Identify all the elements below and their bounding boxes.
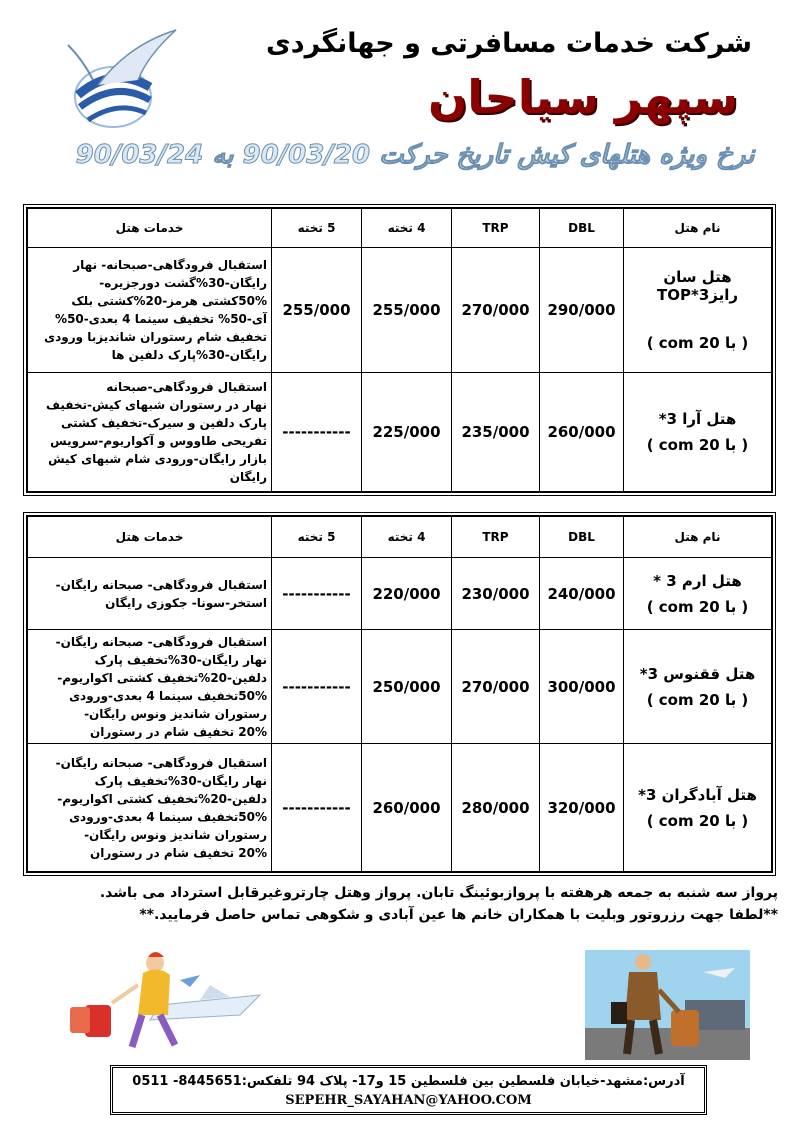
- header-five: 5 تخته: [272, 517, 362, 558]
- brand-name: سپهر سیاحان: [428, 70, 738, 124]
- service-line: رایگان-30%گشت دورجزیره-: [99, 276, 267, 290]
- service-line: 20% تخفیف شام در رستوران: [90, 724, 267, 739]
- hotel-cell: [624, 248, 772, 373]
- header-dbl: DBL: [540, 517, 624, 558]
- price-five: 255/000: [272, 248, 362, 373]
- table-row: [28, 248, 772, 373]
- hotel-name: هتل آبادگران 3*: [638, 785, 757, 804]
- hotel-name: هتل ققنوس 3*: [639, 664, 756, 683]
- table-header-row: [28, 517, 772, 558]
- service-line: استقبال فرودگاهی- صبحانه رایگان-: [55, 634, 267, 649]
- price-dbl: 260/000: [540, 373, 624, 492]
- header-four: 4 تخته: [362, 209, 452, 248]
- price-trp: 280/000: [452, 744, 540, 872]
- service-line: استخر-سونا- جکوزی رایگان: [105, 595, 267, 610]
- hotel-cell: [624, 558, 772, 630]
- hotel-commission: ( با com 20 ): [646, 436, 749, 454]
- header-hotel: نام هتل: [624, 517, 772, 558]
- header-hotel: نام هتل: [624, 209, 772, 248]
- header-four: 4 تخته: [362, 517, 452, 558]
- price-five: -----------: [272, 558, 362, 630]
- service-line: استقبال فرودگاهی-صبحانه: [106, 380, 267, 394]
- price-trp: 270/000: [452, 630, 540, 744]
- service-line: پارک دلفین و سیرک-تخفیف کشتی: [60, 416, 267, 430]
- price-four: 255/000: [362, 248, 452, 373]
- price-dbl: 300/000: [540, 630, 624, 744]
- service-line: 50%تخفیف سینما 4 بعدی-ورودی: [69, 809, 267, 824]
- price-banner: نرخ ویژه هتلهای کیش تاریخ حرکت 90/03/20 به 90/03/24: [75, 140, 755, 170]
- contact-box: [110, 1065, 707, 1115]
- service-line: استقبال فرودگاهی-صبحانه- نهار: [73, 258, 267, 272]
- service-line: بازار رایگان-ورودی شام شبهای کیش: [48, 452, 267, 466]
- table-header-row: [28, 209, 772, 248]
- hotel-cell: [624, 744, 772, 872]
- hotel-cell: [624, 373, 772, 492]
- header-five: 5 تخته: [272, 209, 362, 248]
- price-four: 260/000: [362, 744, 452, 872]
- service-line: استقبال فرودگاهی- صبحانه رایگان-: [55, 577, 267, 592]
- service-line: تفریحی طاووس و آکواریوم-سرویس: [50, 434, 267, 448]
- hotel-commission: ( با com 20 ): [646, 811, 749, 830]
- price-five: -----------: [272, 373, 362, 492]
- services-cell: [28, 248, 272, 373]
- service-line: دلفین-20%تخفیف کشتی اکواریوم-: [57, 670, 267, 685]
- services-cell: [28, 373, 272, 492]
- service-line: آی-50% تخفیف سینما 4 بعدی-50%: [55, 312, 267, 326]
- footnote-reservation: **لطفا جهت رزروتور وبلیت با همکاران خانم ها عین آبادی و شکوهی تماس حاصل فرمایید.**: [139, 907, 778, 923]
- service-line: نهار رایگان-30%تخفیف پارک: [94, 773, 267, 788]
- price-five: -----------: [272, 744, 362, 872]
- traveler-man-clipart: [585, 950, 750, 1060]
- service-line: 50%کشتی هرمز-20%کشتی بلک: [71, 294, 267, 308]
- header-services: خدمات هتل: [28, 517, 272, 558]
- hotel-cell: [624, 630, 772, 744]
- service-line: رستوران شاندیز ونوس رایگان-: [84, 706, 267, 721]
- header-dbl: DBL: [540, 209, 624, 248]
- price-four: 250/000: [362, 630, 452, 744]
- service-line: رایگان-30%پارک دلفین ها: [111, 348, 267, 362]
- table-row: [28, 744, 772, 872]
- service-line: نهار در رستوران شبهای کیش-تخفیف: [46, 398, 267, 412]
- contact-address: آدرس:مشهد-خیابان فلسطین بین فلسطین 15 و17- پلاک 94 تلفکس:8445651- 0511: [132, 1074, 685, 1089]
- hotel-name: هتل آرا 3*: [658, 410, 737, 428]
- footnotes: [18, 882, 778, 926]
- price-four: 220/000: [362, 558, 452, 630]
- hotel-commission: ( با com 20 ): [646, 690, 749, 709]
- hotel-commission: ( با com 20 ): [646, 334, 749, 352]
- service-line: رستوران شاندیز ونوس رایگان-: [84, 827, 267, 842]
- header-trp: TRP: [452, 209, 540, 248]
- price-dbl: 320/000: [540, 744, 624, 872]
- price-trp: 235/000: [452, 373, 540, 492]
- hotel-name: هتل ارم 3 *: [653, 571, 742, 590]
- table-row: [28, 630, 772, 744]
- service-line: رایگان: [229, 470, 267, 484]
- price-four: 225/000: [362, 373, 452, 492]
- service-line: دلفین-20%تخفیف کشتی اکواریوم-: [57, 791, 267, 806]
- service-line: استقبال فرودگاهی- صبحانه رایگان-: [55, 755, 267, 770]
- price-dbl: 240/000: [540, 558, 624, 630]
- contact-email[interactable]: SEPEHR_SAYAHAN@YAHOO.COM: [285, 1093, 532, 1108]
- price-five: -----------: [272, 630, 362, 744]
- traveler-woman-clipart: [40, 945, 270, 1055]
- service-line: 20% تخفیف شام در رستوران: [90, 845, 267, 860]
- footnote-flight: پرواز سه شنبه به جمعه هرهفته با پروازبوئینگ تابان. پرواز وهتل چارتروغیرقابل استرداد می باشد.: [99, 885, 778, 901]
- service-line: تخفیف شام رستوران شاندیزبا ورودی: [44, 330, 267, 344]
- hotel-table-2: [23, 512, 776, 876]
- header-trp: TRP: [452, 517, 540, 558]
- company-name: شرکت خدمات مسافرتی و جهانگردی: [266, 28, 752, 59]
- table-row: [28, 558, 772, 630]
- service-line: 50%تخفیف سینما 4 بعدی-ورودی: [69, 688, 267, 703]
- hotel-table-1: [23, 204, 776, 496]
- hotel-name: هتل سان رایز3*TOP: [656, 268, 739, 304]
- services-cell: [28, 558, 272, 630]
- price-trp: 270/000: [452, 248, 540, 373]
- services-cell: [28, 744, 272, 872]
- header-services: خدمات هتل: [28, 209, 272, 248]
- price-dbl: 290/000: [540, 248, 624, 373]
- service-line: نهار رایگان-30%تخفیف پارک: [94, 652, 267, 667]
- globe-bird-logo: [38, 25, 178, 135]
- hotel-commission: ( با com 20 ): [646, 597, 749, 616]
- price-trp: 230/000: [452, 558, 540, 630]
- table-row: [28, 373, 772, 492]
- services-cell: [28, 630, 272, 744]
